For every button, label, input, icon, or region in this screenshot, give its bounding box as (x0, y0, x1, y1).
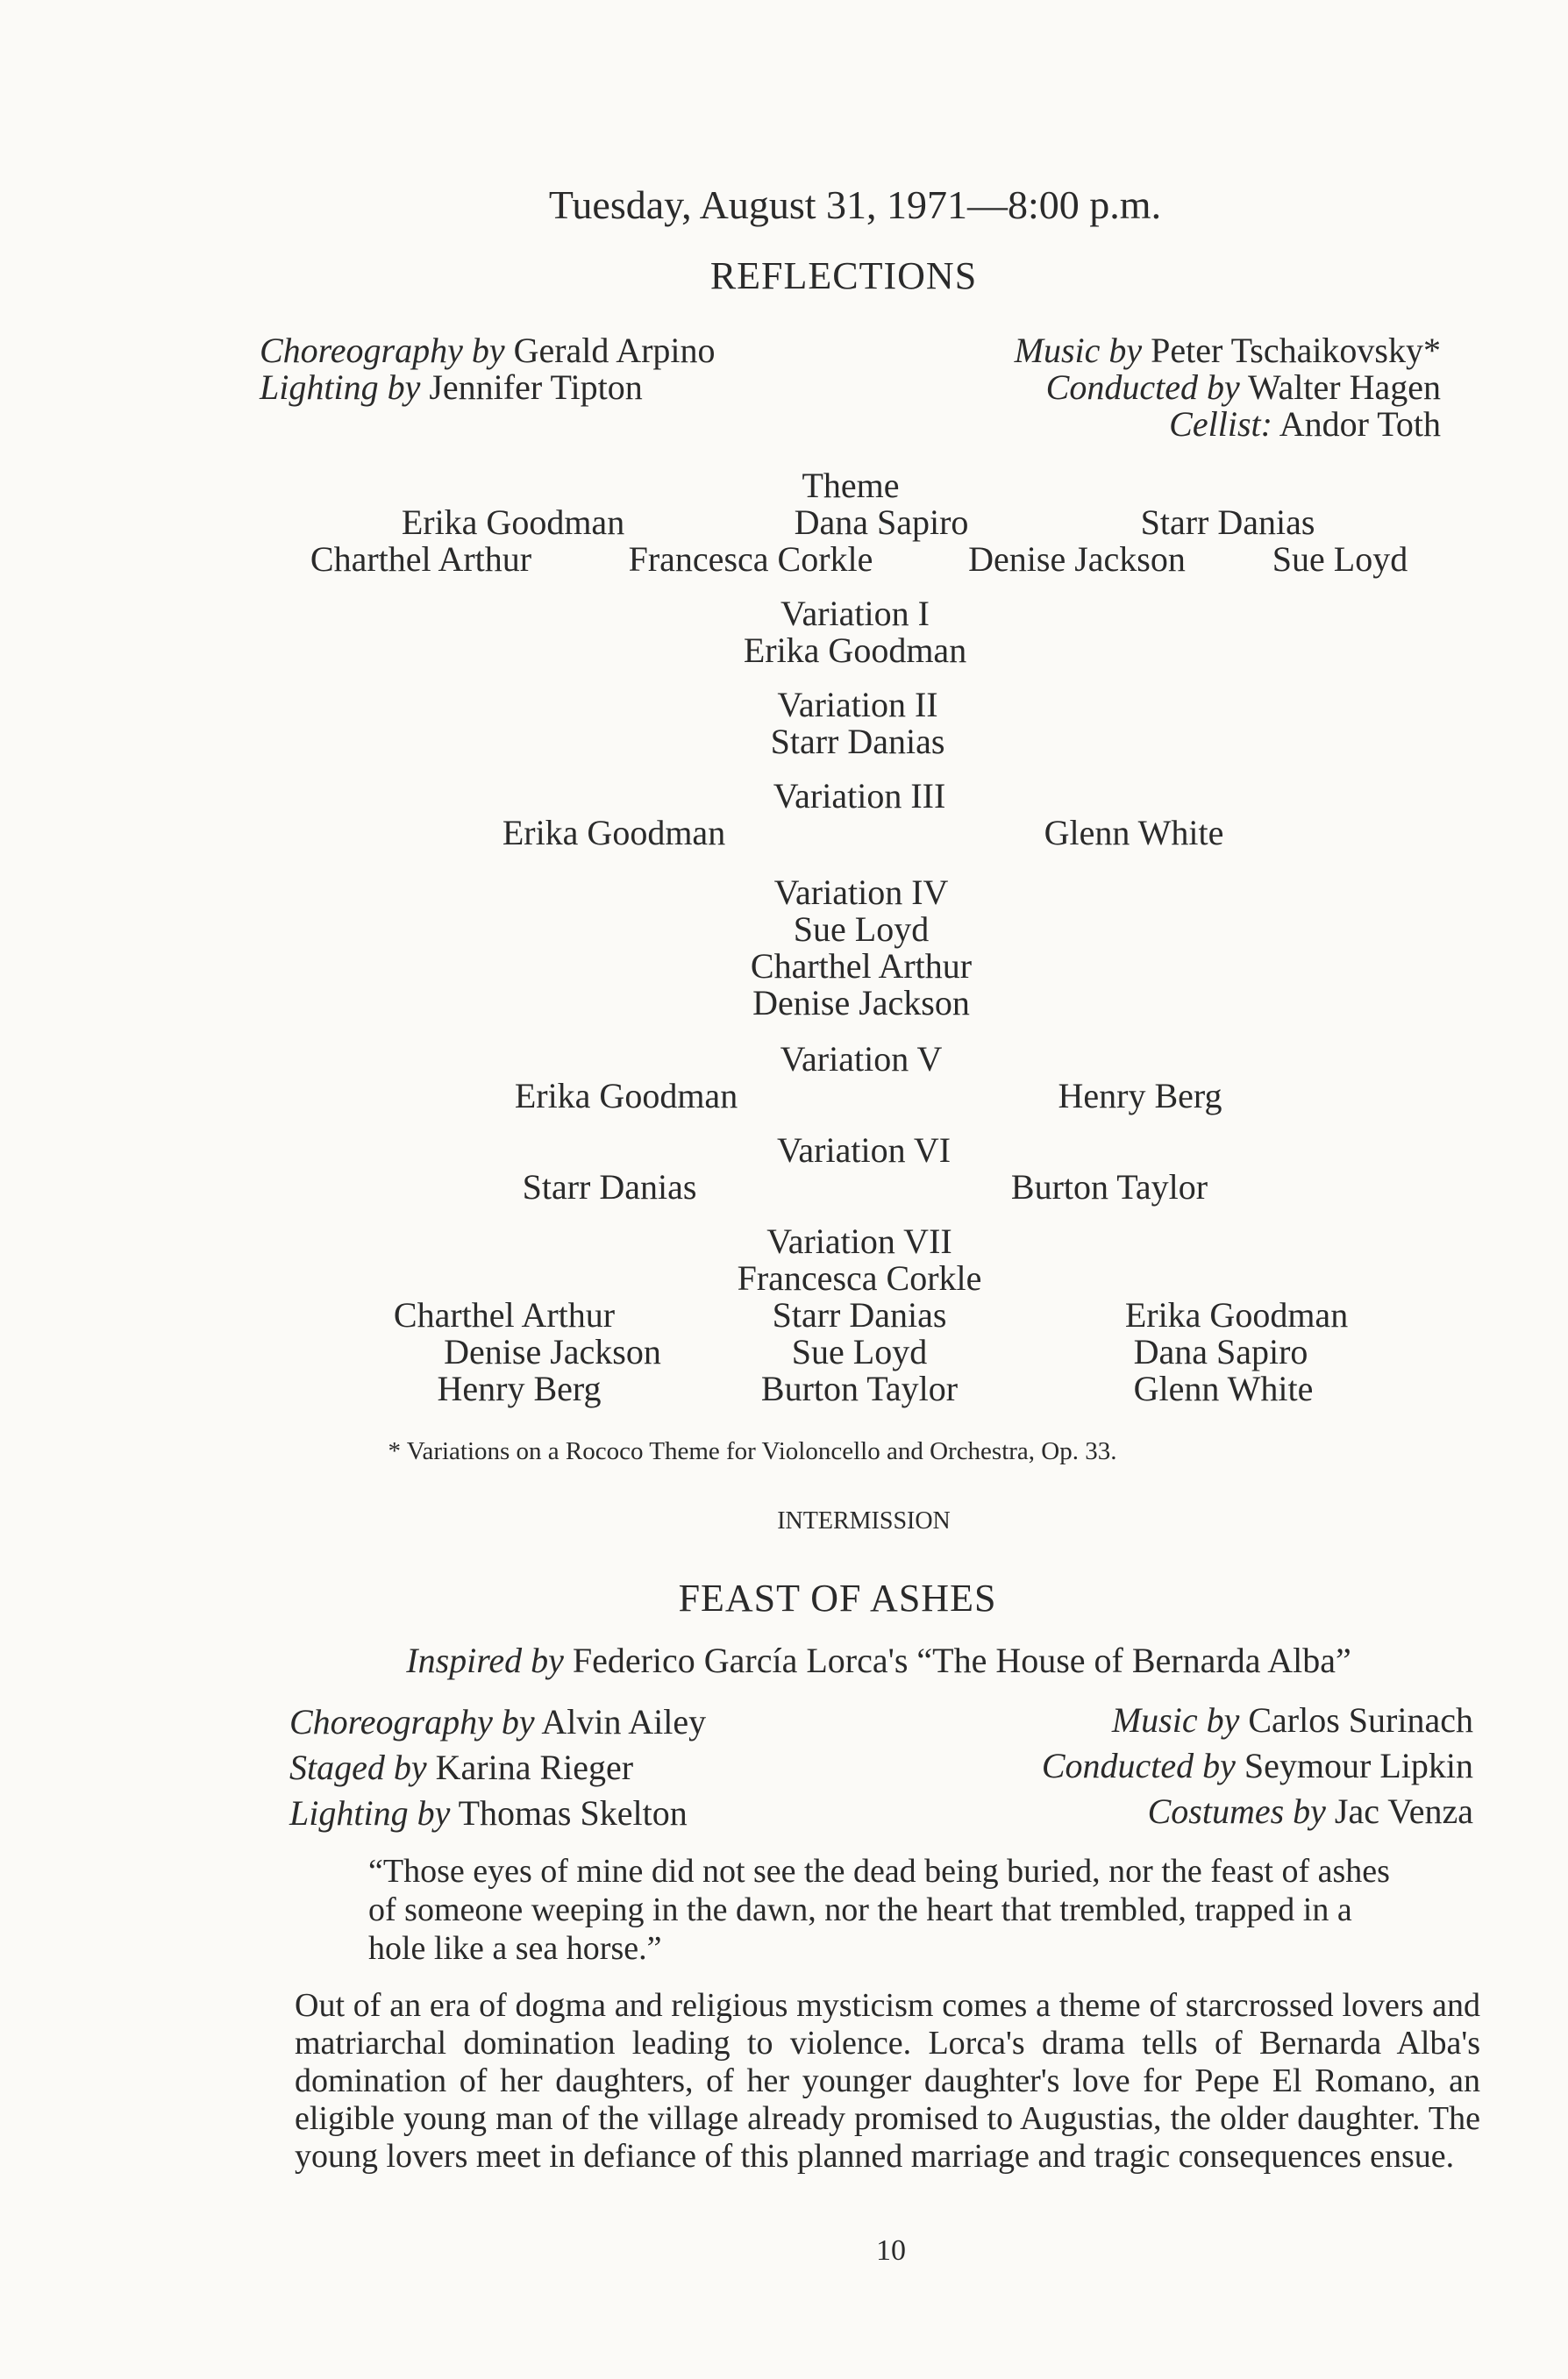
credit-role: Conducted by (1045, 367, 1240, 407)
credit-cellist (1169, 405, 1441, 444)
dancer: Burton Taylor (1010, 1167, 1208, 1207)
dancer: Glenn White (1133, 1369, 1314, 1408)
credit-name: Karina Rieger (435, 1748, 634, 1787)
dancer: Sue Loyd (793, 909, 930, 949)
ballet-title-reflections: REFLECTIONS (709, 254, 978, 297)
dancer: Glenn White (1044, 813, 1224, 852)
variation-label: Variation III (773, 776, 946, 816)
credit-name: Jennifer Tipton (429, 367, 643, 407)
credit-role: Staged by (289, 1748, 427, 1787)
dancer: Charthel Arthur (750, 946, 973, 986)
ballet-title-feast-of-ashes: FEAST OF ASHES (678, 1577, 997, 1620)
credit-music (1015, 331, 1441, 370)
dancer: Burton Taylor (760, 1369, 959, 1408)
variation-label: Variation IV (773, 873, 949, 912)
credit-role: Music by (1014, 331, 1143, 370)
credit-conductor (1042, 1747, 1473, 1785)
credit-choreography (260, 331, 716, 370)
dancer: Dana Sapiro (794, 502, 969, 542)
dancer: Starr Danias (1140, 502, 1315, 542)
dancer: Henry Berg (437, 1369, 602, 1408)
theme-label: Theme (802, 466, 900, 505)
dancer: Starr Danias (772, 1295, 947, 1335)
credit-conductor (1046, 368, 1441, 407)
credit-name: Jac Venza (1334, 1791, 1473, 1831)
dancer: Denise Jackson (444, 1332, 661, 1371)
credit-role: Lighting by (289, 1793, 451, 1833)
variation-label: Variation I (780, 594, 930, 633)
variation-label: Variation VII (766, 1222, 952, 1261)
dancer: Henry Berg (1058, 1076, 1222, 1115)
variation-label: Variation VI (776, 1130, 951, 1170)
credit-role: Choreography by (260, 331, 505, 370)
credit-role: Lighting by (260, 367, 421, 407)
variation-label: Variation V (780, 1039, 943, 1079)
credit-name: Walter Hagen (1248, 367, 1441, 407)
lorca-quote: “Those eyes of mine did not see the dead being buried, nor the feast of ashes of someone weeping in the dawn, nor the heart that trembled, trapped in a hole like a sea horse.” (368, 1853, 1390, 1967)
credit-choreography (289, 1703, 706, 1742)
inspired-by-line (406, 1642, 1351, 1680)
credit-role: Music by (1111, 1700, 1240, 1740)
credit-name: Peter Tschaikovsky* (1151, 331, 1441, 370)
credit-name: Federico García Lorca's “The House of Bernarda Alba” (572, 1641, 1351, 1680)
credit-lighting (260, 368, 643, 407)
dancer: Erika Goodman (514, 1076, 738, 1115)
dancer: Dana Sapiro (1133, 1332, 1308, 1371)
credit-role: Conducted by (1041, 1746, 1236, 1785)
dancer: Erika Goodman (502, 813, 726, 852)
credit-role: Inspired by (406, 1641, 564, 1680)
credit-staging (289, 1749, 633, 1787)
credit-name: Andor Toth (1279, 404, 1441, 444)
dancer: Erika Goodman (401, 502, 625, 542)
dancer: Starr Danias (522, 1167, 697, 1207)
dancer: Charthel Arthur (393, 1295, 616, 1335)
dancer: Denise Jackson (752, 983, 970, 1022)
synopsis-paragraph: Out of an era of dogma and religious mysticism comes a theme of starcrossed lovers and matriarchal domination leading to violence. Lorca's drama tells of Bernarda Alba's domination of her daughters, of her younger daughter's love for Pepe El Romano, an eligible young man of the village already promised to Augustias, the older daughter. The young lovers meet in defiance of this planned marriage and tragic consequences ensue. (295, 1987, 1480, 2175)
dancer: Erika Goodman (1124, 1295, 1349, 1335)
variation-label: Variation II (777, 685, 938, 724)
footnote: * Variations on a Rococo Theme for Violoncello and Orchestra, Op. 33. (388, 1437, 1117, 1465)
dancer: Charthel Arthur (310, 539, 532, 579)
dancer: Sue Loyd (1272, 539, 1408, 579)
credit-name: Alvin Ailey (541, 1702, 707, 1742)
dancer: Erika Goodman (743, 630, 967, 670)
credit-role: Cellist: (1169, 404, 1272, 444)
credit-name: Gerald Arpino (513, 331, 716, 370)
credit-role: Costumes by (1147, 1791, 1326, 1831)
credit-costumes (1148, 1792, 1473, 1831)
dancer: Starr Danias (770, 722, 945, 761)
page-number: 10 (876, 2234, 906, 2267)
dancer: Sue Loyd (791, 1332, 928, 1371)
dancer: Francesca Corkle (628, 539, 873, 579)
intermission-label: INTERMISSION (777, 1507, 951, 1535)
credit-name: Seymour Lipkin (1244, 1746, 1473, 1785)
dancer: Denise Jackson (968, 539, 1186, 579)
credit-lighting (289, 1794, 688, 1833)
performance-date: Tuesday, August 31, 1971—8:00 p.m. (548, 182, 1162, 227)
credit-role: Choreography by (289, 1702, 535, 1742)
credit-music (1112, 1701, 1473, 1740)
credit-name: Thomas Skelton (458, 1793, 688, 1833)
dancer: Francesca Corkle (737, 1258, 982, 1298)
credit-name: Carlos Surinach (1248, 1700, 1473, 1740)
